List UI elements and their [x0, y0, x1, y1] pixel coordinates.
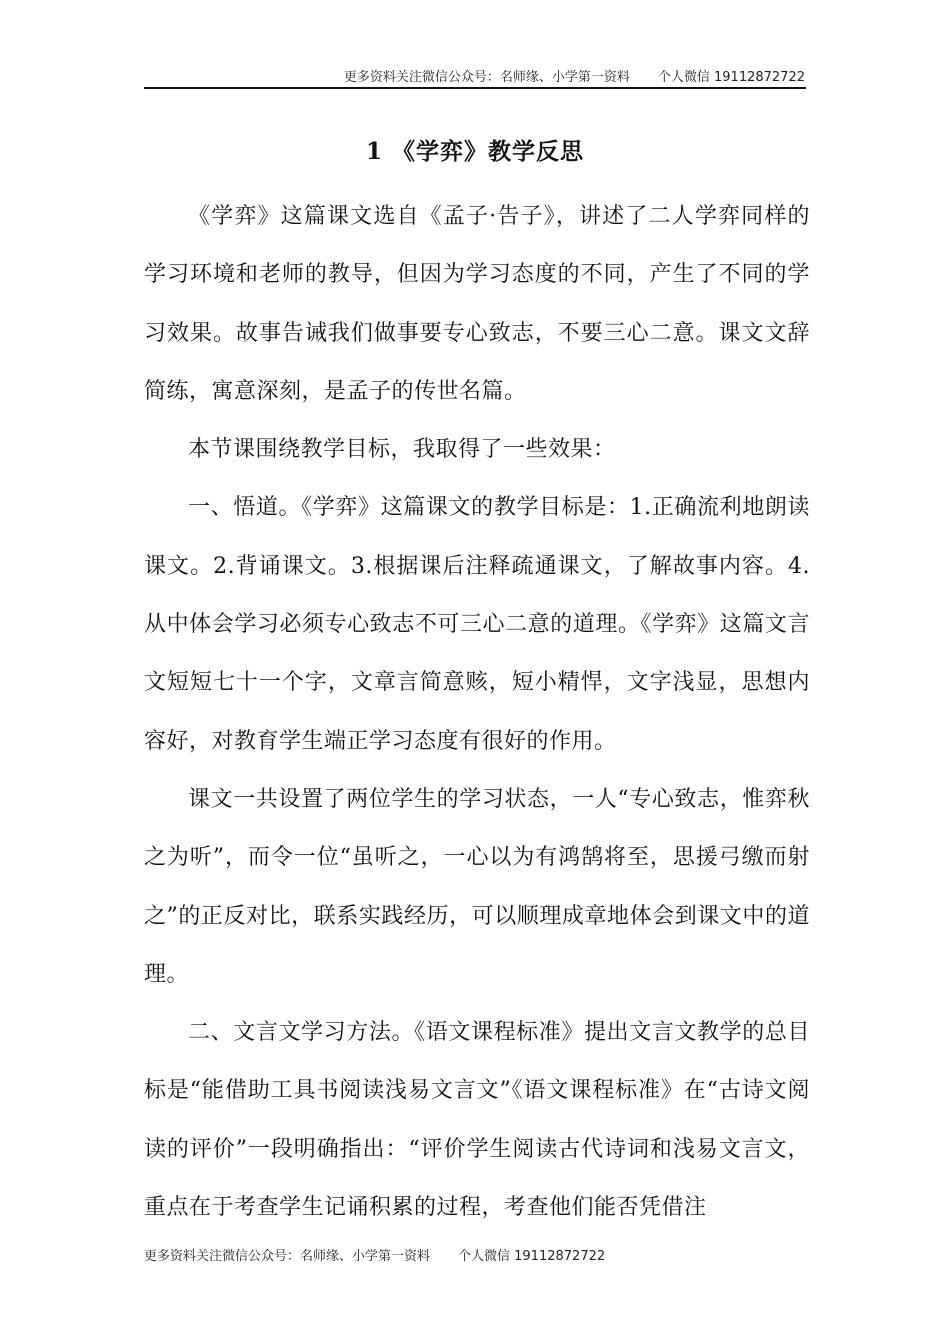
- header-divider: [144, 87, 806, 89]
- footer-text: 更多资料关注微信公众号：名师缘、小学第一资料: [144, 1249, 431, 1264]
- document-title: 1 《学弈》教学反思: [365, 138, 584, 165]
- paragraph-section-two: 二、文言文学习方法。《语文课程标准》提出文言文教学的总目标是“能借助工具书阅读浅易文言文”《语文课程标准》在“古诗文阅读的评价”一段明确指出：“评价学生阅读古代诗词和浅易文言文，重点在于考查学生记诵积累的过程，考查他们能否凭借注: [144, 1020, 810, 1221]
- page-footer: [144, 1245, 605, 1264]
- paragraph-contrast: 课文一共设置了两位学生的学习状态，一人“专心致志，惟弈秋之为听”，而令一位“虽听之，一心以为有鸿鹄将至，思援弓缴而射之”的正反对比，联系实践经历，可以顺理成章地体会到课文中的道理。: [144, 786, 810, 987]
- header-contact: 个人微信 19112872722: [657, 70, 805, 85]
- paragraph-effects: 本节课围绕教学目标，我取得了一些效果：: [188, 437, 616, 463]
- document-body: [144, 188, 810, 1237]
- footer-contact: 个人微信 19112872722: [458, 1249, 606, 1264]
- header-text: 更多资料关注微信公众号：名师缘、小学第一资料: [343, 70, 630, 85]
- page-header: [344, 66, 805, 85]
- paragraph-section-one: 一、悟道。《学弈》这篇课文的教学目标是：1.正确流利地朗读课文。2.背诵课文。3.根据课后注释疏通课文，了解故事内容。4.从中体会学习必须专心致志不可三心二意的道理。《学弈》这篇文言文短短七十一个字，文章言简意赅，短小精悍，文字浅显，思想内容好，对教育学生端正学习态度有很好的作用。: [144, 495, 810, 754]
- paragraph-intro: 《学弈》这篇课文选自《孟子·告子》，讲述了二人学弈同样的学习环境和老师的教导，但因为学习态度的不同，产生了不同的学习效果。故事告诫我们做事要专心致志，不要三心二意。课文文辞简练，寓意深刻，是孟子的传世名篇。: [144, 204, 810, 404]
